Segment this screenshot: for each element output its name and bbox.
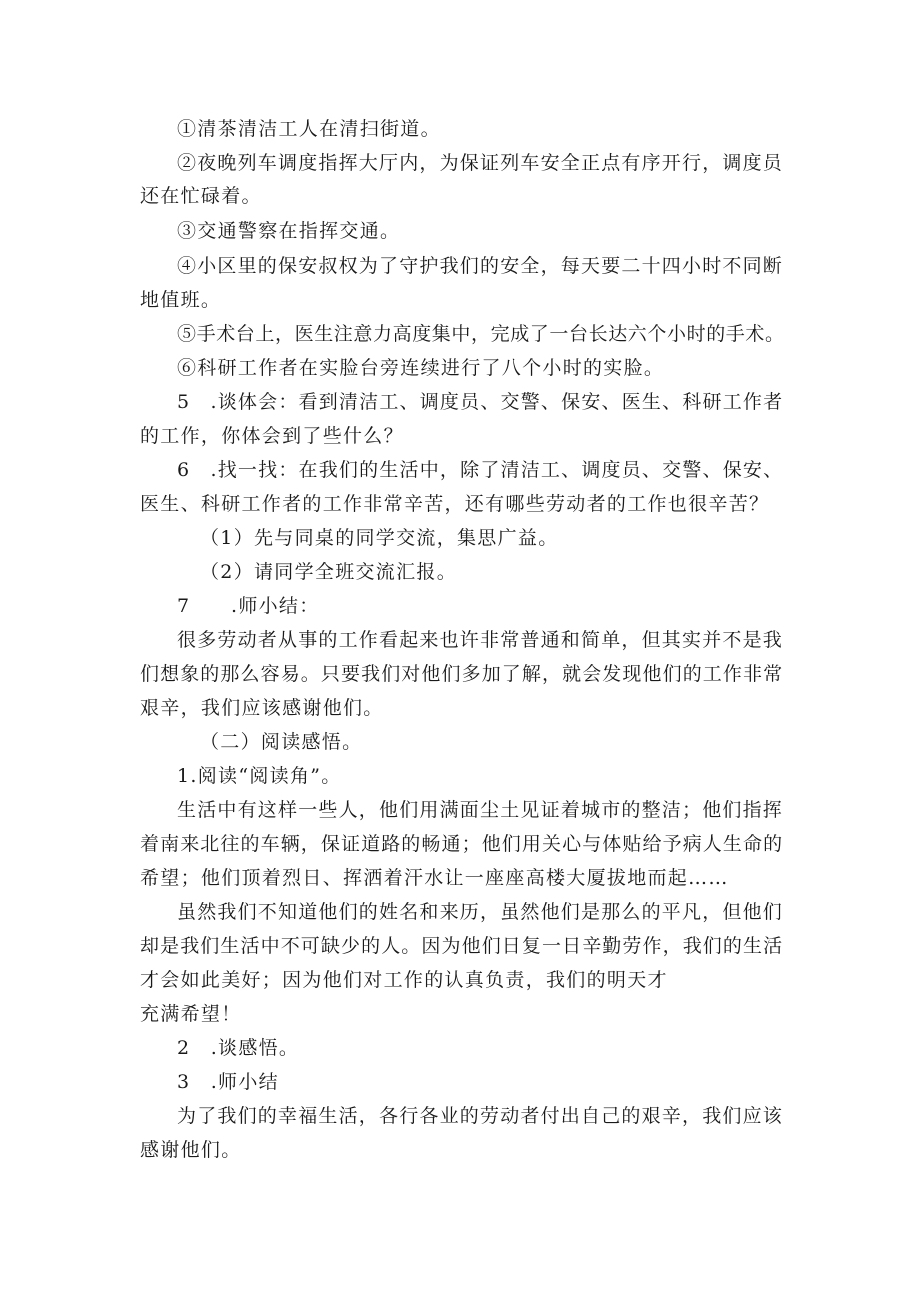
text-line: 2 .谈感悟。 [177, 1037, 300, 1059]
text-line: 7 .师小结： [177, 595, 320, 617]
text-line: 充满希望！ [140, 1003, 242, 1025]
text-line: ④小区里的保安叔权为了守护我们的安全，每天要二十四小时不同断 [177, 255, 784, 277]
text-line: ③交通警察在指挥交通。 [177, 220, 401, 242]
text-line: 6 .找一找：在我们的生活中，除了清洁工、调度员、交警、保安、 [177, 459, 784, 481]
text-line: 医生、科研工作者的工作非常辛苦，还有哪些劳动者的工作也很辛苦？ [140, 493, 770, 515]
text-line: 还在忙碌着。 [140, 185, 262, 207]
text-line: 希望；他们顶着烈日、挥洒着汗水让一座座高楼大厦拔地而起…… [140, 867, 729, 889]
text-line: 才会如此美好；因为他们对工作的认真负责，我们的明天才 [140, 969, 668, 991]
text-line: 为了我们的幸福生活，各行各业的劳动者付出自己的艰辛，我们应该 [177, 1105, 784, 1127]
section-heading: （二）阅读感悟。 [200, 731, 363, 753]
text-line: ⑤手术台上，医生注意力高度集中，完成了一台长达六个小时的手术。 [177, 323, 785, 345]
text-line: 们想象的那么容易。只要我们对他们多加了解，就会发现他们的工作非常 [140, 663, 784, 685]
text-line: 虽然我们不知道他们的姓名和来历，虽然他们是那么的平凡，但他们 [177, 901, 784, 923]
text-line: 的工作，你体会到了些什么？ [140, 425, 404, 447]
text-line: ②夜晚列车调度指挥大厅内，为保证列车安全正点有序开行，调度员 [177, 152, 784, 174]
text-line: 地值班。 [140, 289, 222, 311]
text-line: 感谢他们。 [140, 1139, 242, 1161]
text-line: ①清茶清洁工人在清扫街道。 [177, 118, 441, 140]
text-line: 却是我们生活中不可缺少的人。因为他们日复一日辛勤劳作，我们的生活 [140, 935, 784, 957]
text-line: ⑥科研工作者在实脸台旁连续进行了八个小时的实脸。 [177, 357, 665, 379]
text-line: 很多劳动者从事的工作看起来也许非常普通和简单，但其实并不是我 [177, 629, 784, 651]
text-line: 着南来北往的车辆，保证道路的畅通；他们用关心与体贴给予病人生命的 [140, 833, 784, 855]
text-line: 艰辛，我们应该感谢他们。 [140, 697, 384, 719]
text-line: （2）请同学全班交流汇报。 [200, 561, 457, 583]
text-line: 生活中有这样一些人，他们用满面尘土见证着城市的整洁；他们指挥 [177, 799, 784, 821]
text-line: 5 .谈体会：看到清洁工、调度员、交警、保安、医生、科研工作者 [177, 391, 784, 413]
text-line: 3 .师小结 [177, 1071, 279, 1093]
text-line: 1.阅读“阅读角”。 [177, 765, 342, 787]
text-line: （1）先与同桌的同学交流，集思广益。 [200, 527, 559, 549]
